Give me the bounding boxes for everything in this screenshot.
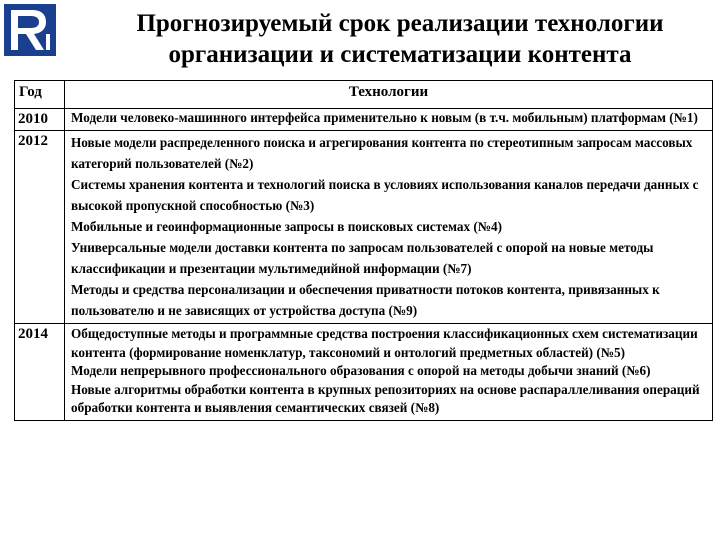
year-column-header: Год (15, 81, 65, 109)
tech-cell (65, 109, 713, 131)
title-line-2: организации и систематизации контента (168, 41, 632, 68)
table-row (15, 131, 713, 324)
page-title (80, 8, 720, 70)
year-cell: 2010 (15, 109, 65, 131)
tech-item: Системы хранения контента и технологий поиска в условиях использования каналов передачи данных с высокой пропускной способностью (№3) (71, 177, 699, 213)
tech-item: Общедоступные методы и программные средства построения классификационных схем систематизации контента (формирование номенклатур, таксономий и онтологий предметных областей) (№5) (71, 326, 698, 360)
technology-table (14, 80, 713, 421)
table-header-row (15, 81, 713, 109)
tech-column-header: Технологии (65, 81, 713, 109)
table-row (15, 109, 713, 131)
tech-item: Новые алгоритмы обработки контента в крупных репозиториях на основе распараллеливания операций обработки контента и выявления семантических связей (№8) (71, 381, 700, 416)
tech-item: Мобильные и геоинформационные запросы в поисковых системах (№4) (71, 219, 502, 234)
tech-item: Методы и средства персонализации и обеспечения приватности потоков контента, привязанных к пользователю и не зависящих от устройства доступа (№9) (71, 282, 660, 318)
hse-logo-icon (4, 4, 56, 56)
year-cell: 2012 (15, 131, 65, 324)
tech-item: Модели человеко-машинного интерфейса применительно к новым (в т.ч. мобильным) платформам (№1) (71, 110, 698, 125)
table-row (15, 324, 713, 421)
year-cell: 2014 (15, 324, 65, 421)
tech-cell (65, 131, 713, 324)
tech-cell (65, 324, 713, 421)
title-line-1: Прогнозируемый срок реализации технологии (136, 10, 664, 37)
tech-item: Модели непрерывного профессионального образования с опорой на методы добычи знаний (№6) (71, 363, 651, 379)
tech-item: Универсальные модели доставки контента по запросам пользователей с опорой на новые методы классификации и презентации мультимедийной информации (№7) (71, 240, 654, 276)
tech-item: Новые модели распределенного поиска и агрегирования контента по стереотипным запросам массовых категорий пользователей (№2) (71, 135, 693, 171)
